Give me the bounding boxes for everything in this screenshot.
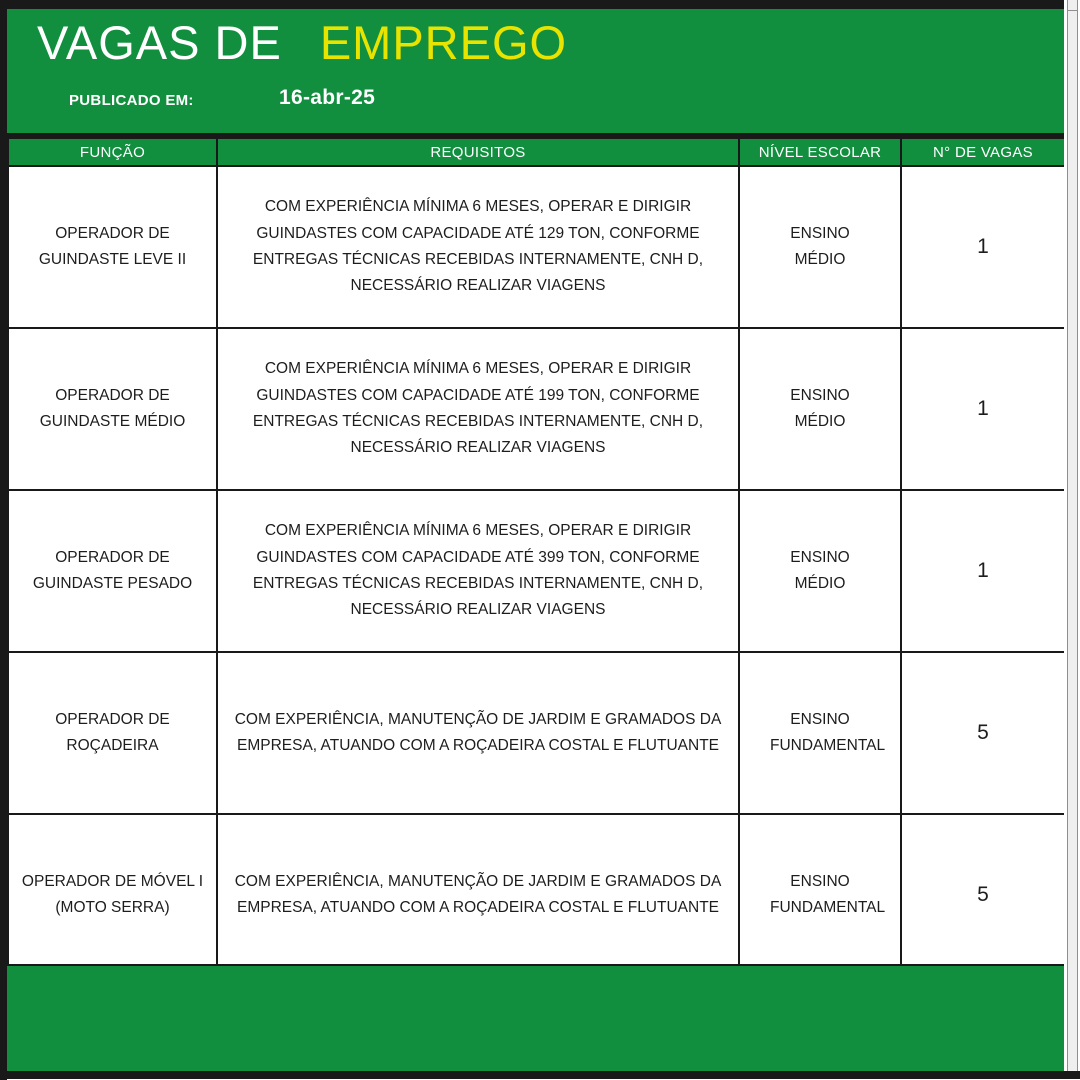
title-emprego: EMPREGO (319, 16, 568, 69)
scrollbar-notch (1067, 10, 1078, 11)
published-label: PUBLICADO EM: (69, 92, 194, 109)
cell-funcao: OPERADOR DE GUINDASTE MÉDIO (8, 328, 217, 490)
column-header-n-de-vagas: N° DE VAGAS (901, 136, 1065, 166)
cell-nivel-escolar: ENSINO MÉDIO (739, 490, 901, 652)
table-row (8, 814, 1065, 976)
column-header-nivel-escolar: NÍVEL ESCOLAR (739, 136, 901, 166)
cell-n-de-vagas: 1 (901, 490, 1065, 652)
cell-nivel-escolar: ENSINO FUNDAMENTAL (739, 814, 901, 976)
cell-requisitos: COM EXPERIÊNCIA MÍNIMA 6 MESES, OPERAR E DIRIGIR GUINDASTES COM CAPACIDADE ATÉ 199 TON, CONFORME ENTREGAS TÉCNICAS RECEBIDAS INTERNAMENTE, CNH D, NECESSÁRIO REALIZAR VIAGENS (217, 328, 739, 490)
cell-funcao: OPERADOR DE ROÇADEIRA (8, 652, 217, 814)
left-border (0, 0, 7, 1080)
table-row (8, 490, 1065, 652)
cell-nivel-escolar: ENSINO FUNDAMENTAL (739, 652, 901, 814)
cell-n-de-vagas: 1 (901, 166, 1065, 328)
scrollbar[interactable] (1064, 0, 1080, 1071)
cell-requisitos: COM EXPERIÊNCIA MÍNIMA 6 MESES, OPERAR E DIRIGIR GUINDASTES COM CAPACIDADE ATÉ 129 TON, CONFORME ENTREGAS TÉCNICAS RECEBIDAS INTERNAMENTE, CNH D, NECESSÁRIO REALIZAR VIAGENS (217, 166, 739, 328)
header-banner (7, 9, 1064, 133)
column-header-requisitos: REQUISITOS (217, 136, 739, 166)
table-row (8, 328, 1065, 490)
cell-requisitos: COM EXPERIÊNCIA, MANUTENÇÃO DE JARDIM E GRAMADOS DA EMPRESA, ATUANDO COM A ROÇADEIRA COSTAL E FLUTUANTE (217, 652, 739, 814)
cell-n-de-vagas: 5 (901, 814, 1065, 976)
vacancies-table (7, 133, 1066, 977)
table-header-row (8, 136, 1065, 166)
footer-band (7, 964, 1064, 1071)
cell-nivel-escolar: ENSINO MÉDIO (739, 166, 901, 328)
top-border (0, 0, 1064, 9)
cell-funcao: OPERADOR DE GUINDASTE LEVE II (8, 166, 217, 328)
cell-n-de-vagas: 5 (901, 652, 1065, 814)
bottom-border (0, 1071, 1080, 1079)
cell-n-de-vagas: 1 (901, 328, 1065, 490)
cell-requisitos: COM EXPERIÊNCIA, MANUTENÇÃO DE JARDIM E GRAMADOS DA EMPRESA, ATUANDO COM A ROÇADEIRA COSTAL E FLUTUANTE (217, 814, 739, 976)
table-row (8, 652, 1065, 814)
cell-requisitos: COM EXPERIÊNCIA MÍNIMA 6 MESES, OPERAR E DIRIGIR GUINDASTES COM CAPACIDADE ATÉ 399 TON, CONFORME ENTREGAS TÉCNICAS RECEBIDAS INTERNAMENTE, CNH D, NECESSÁRIO REALIZAR VIAGENS (217, 490, 739, 652)
cell-nivel-escolar: ENSINO MÉDIO (739, 328, 901, 490)
title-vagas-de: VAGAS DE (37, 16, 282, 69)
cell-funcao: OPERADOR DE GUINDASTE PESADO (8, 490, 217, 652)
page-title (37, 15, 567, 70)
column-header-funcao: FUNÇÃO (8, 136, 217, 166)
published-date: 16-abr-25 (279, 86, 376, 109)
scrollbar-track[interactable] (1067, 0, 1078, 1071)
table-row (8, 166, 1065, 328)
cell-funcao: OPERADOR DE MÓVEL I (MOTO SERRA) (8, 814, 217, 976)
